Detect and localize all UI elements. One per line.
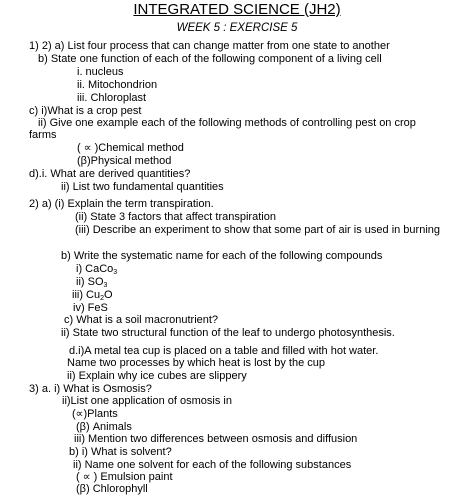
question-line: b) i) What is solvent? <box>69 446 172 458</box>
question-line: iii) Mention two differences between osmosis and diffusion <box>74 433 358 445</box>
question-line: ii) Give one example each of the following methods of controlling pest on crop <box>38 117 416 129</box>
page-title: INTEGRATED SCIENCE (JH2) <box>133 1 341 18</box>
question-line: farms <box>29 129 57 141</box>
compound-formula: iv) FeS <box>73 302 108 314</box>
question-line: (β)Physical method <box>77 155 172 167</box>
compound-formula: ii) $SO_3$ <box>76 276 108 289</box>
question-line: (β) Animals <box>76 421 132 433</box>
question-line: (ii) State 3 factors that affect transpiration <box>75 211 276 223</box>
question-line: 1) 2) a) List four process that can change matter from one state to another <box>29 40 390 52</box>
question-line: c) What is a soil macronutrient? <box>64 314 219 326</box>
question-line: Name two processes by which heat is lost by the cup <box>67 357 326 369</box>
question-line: (β) Chlorophyll <box>76 483 148 495</box>
question-line: (iii) Describe an experiment to show that some part of air is used in burning <box>75 224 441 236</box>
question-line: ii) Explain why ice cubes are slippery <box>67 370 247 382</box>
question-line: ii)List one application of osmosis in <box>62 395 232 407</box>
question-line: 3) a. i) What is Osmosis? <box>29 383 152 395</box>
question-line: ii) State two structural function of the leaf to undergo photosynthesis. <box>61 327 395 339</box>
question-line: ( ∝ )Chemical method <box>77 142 184 154</box>
question-line: ( ∝ ) Emulsion paint <box>76 471 173 483</box>
question-line: iii. Chloroplast <box>77 92 147 104</box>
compound-formula: iii) $Cu_2O$ <box>72 289 113 302</box>
question-line: ii) List two fundamental quantities <box>61 181 224 193</box>
question-line: i. nucleus <box>77 66 124 78</box>
question-line: d).i. What are derived quantities? <box>29 168 191 180</box>
question-line: ii. Mitochondrion <box>77 79 158 91</box>
question-line: ii) Name one solvent for each of the following substances <box>73 459 352 471</box>
page-subtitle: WEEK 5 : EXERCISE 5 <box>176 22 298 34</box>
question-line: c) i)What is a crop pest <box>29 105 142 117</box>
question-line: d.i)A metal tea cup is placed on a table and filled with hot water. <box>69 345 379 357</box>
question-line: b) Write the systematic name for each of the following compounds <box>61 250 383 262</box>
question-line: (∝)Plants <box>72 408 118 420</box>
question-line: b) State one function of each of the following component of a living cell <box>38 53 382 65</box>
question-line: 2) a) (i) Explain the term transpiration. <box>29 198 214 210</box>
compound-formula: i) CaCo$_3$ <box>76 263 118 276</box>
